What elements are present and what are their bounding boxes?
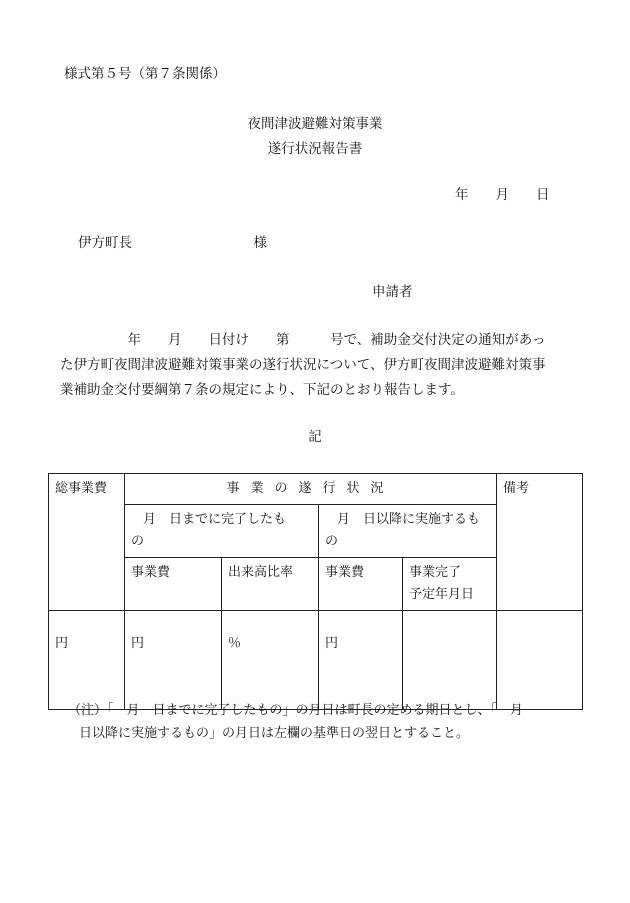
addressee: 伊方町長 様 [78, 235, 267, 251]
remarks-header: 備考 [497, 474, 583, 611]
completed-group-line2: の [131, 534, 145, 549]
project-cost-header-1: 事業費 [125, 558, 222, 611]
implemented-cost-value-cell: 円 [319, 611, 403, 710]
completion-date-header [403, 558, 497, 611]
body-line: 業補助金交付要綱第７条の規定により、下記のとおり報告します。 [60, 382, 464, 398]
progress-rate-value-cell: ％ [222, 611, 319, 710]
note-block [68, 699, 580, 745]
body-paragraph [60, 328, 580, 403]
status-header: 事業の遂行状況 [125, 474, 497, 505]
completion-line1: 事業完了 [409, 565, 462, 580]
document-title-line1: 夜間津波避難対策事業 [247, 116, 383, 132]
total-cost-header: 総事業費 [49, 474, 125, 611]
date-line: 年 月 日 [455, 187, 550, 203]
completed-cost-value-cell: 円 [125, 611, 222, 710]
implemented-group-line2: の [325, 534, 339, 549]
ki-heading: 記 [308, 429, 322, 445]
completion-line2: 予定年月日 [409, 587, 475, 602]
applicant-label: 申請者 [372, 284, 413, 300]
implemented-group-line1: 月 日以降に実施するも [337, 512, 481, 527]
project-cost-header-2: 事業費 [319, 558, 403, 611]
body-line: 年 月 日付け 第 号で、補助金交付決定の通知があっ [60, 332, 546, 348]
total-cost-value-cell: 円 [49, 611, 125, 710]
remarks-value-cell [497, 611, 583, 710]
completion-date-value-cell [403, 611, 497, 710]
document-title-line2: 遂行状況報告書 [267, 141, 363, 157]
progress-rate-header: 出来高比率 [222, 558, 319, 611]
body-line: た伊方町夜間津波避難対策事業の遂行状況について、伊方町夜間津波避難対策事 [60, 357, 546, 373]
status-report-table [48, 473, 583, 710]
note-line: 日以降に実施するもの」の月日は左欄の基準日の翌日とすること。 [79, 726, 470, 741]
note-line: （注）「 月 日までに完了したもの」の月日は町長の定める期日とし、「 月 [68, 703, 524, 718]
completed-group-header [125, 505, 319, 558]
form-number: 様式第５号（第７条関係） [64, 66, 226, 82]
completed-group-line1: 月 日までに完了したも [143, 512, 287, 527]
implemented-group-header [319, 505, 497, 558]
